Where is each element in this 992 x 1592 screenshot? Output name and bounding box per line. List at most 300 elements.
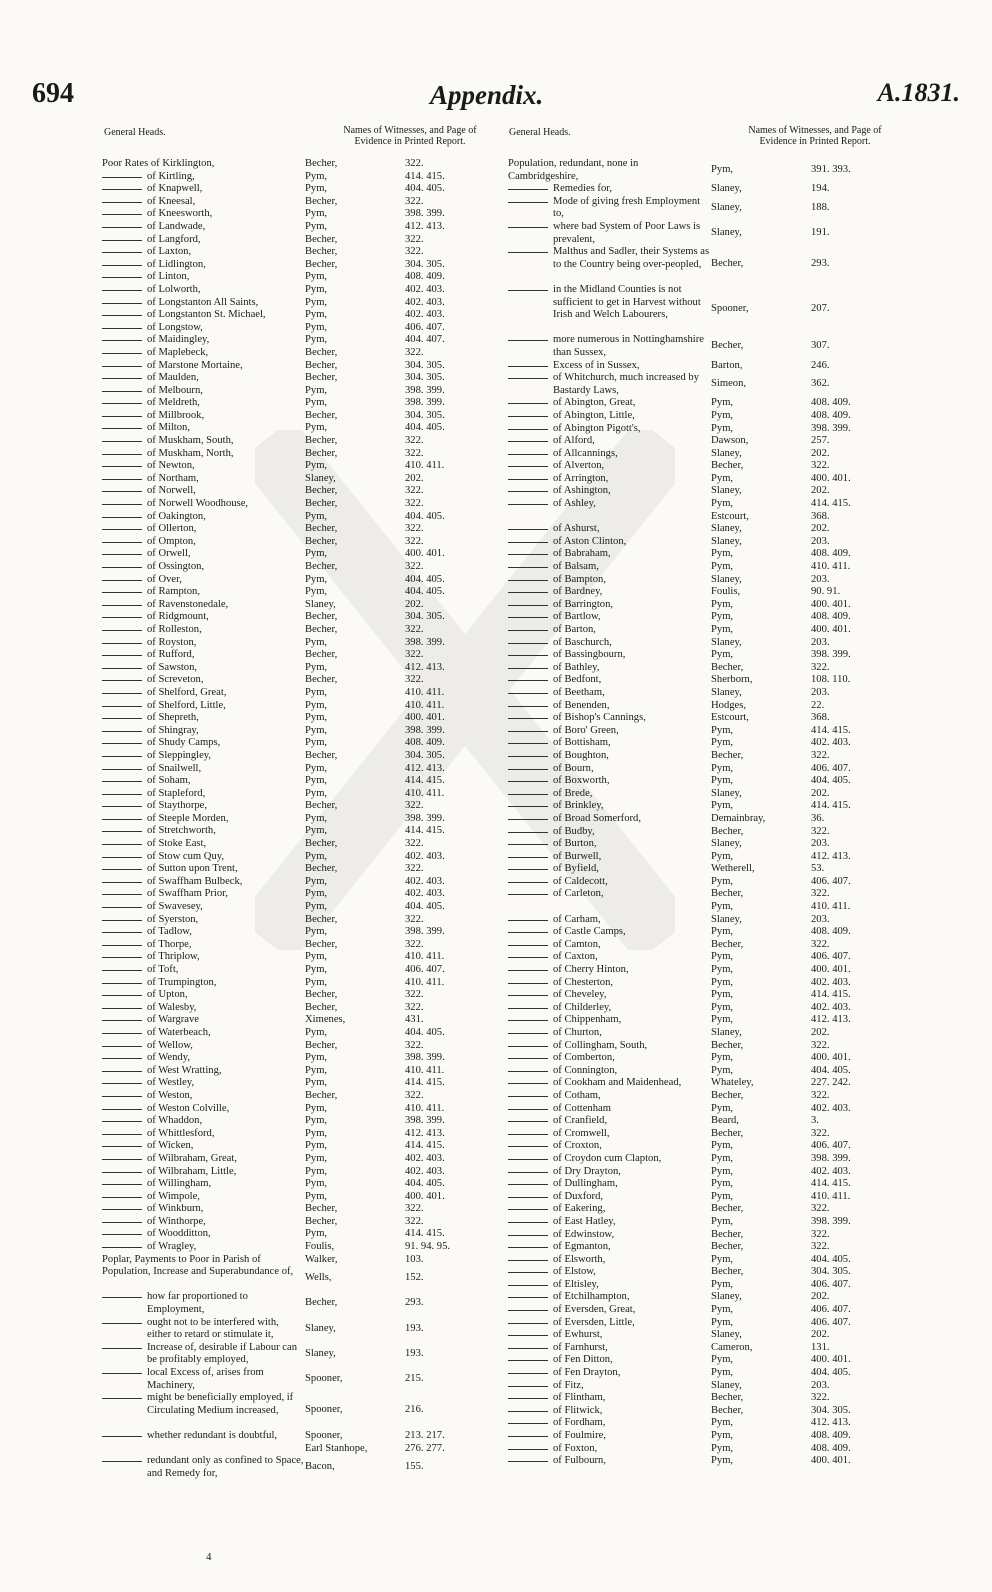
witness-name: Foulis, (711, 586, 741, 598)
index-entry (102, 687, 552, 700)
witness-name: Pym, (711, 762, 734, 774)
ditto-rule (102, 416, 142, 417)
page-reference: 322. (811, 661, 830, 673)
index-entry (508, 397, 958, 410)
witness-name: Pym, (711, 409, 734, 421)
page-reference: 322. (405, 158, 424, 169)
ditto-rule (508, 945, 548, 946)
witness-name: Pym, (305, 283, 328, 295)
index-entry (102, 737, 552, 750)
index-entry (508, 637, 958, 650)
page-reference: 402. 403. (811, 1001, 851, 1013)
witness-name: Pym, (711, 737, 734, 749)
entry-label: of Eakering, (553, 1203, 606, 1215)
page-reference: 400. 401. (405, 548, 445, 560)
ditto-rule (102, 290, 142, 291)
witness-name: Spooner, (711, 302, 749, 314)
entry-label: Increase of, desirable if Labour can be profitably employed, (147, 1341, 297, 1366)
index-entry (102, 196, 552, 209)
witness-name: Becher, (711, 1203, 744, 1215)
ditto-rule (102, 1083, 142, 1084)
index-entry (508, 360, 958, 373)
ditto-rule (508, 504, 548, 505)
witness-name: Pym, (305, 548, 328, 560)
entry-label: of Woodditton, (147, 1228, 211, 1240)
ditto-rule (102, 643, 142, 644)
ditto-rule (102, 240, 142, 241)
page-reference: 203. (811, 913, 830, 925)
page-reference: 410. 411. (405, 787, 445, 799)
entry-label: of Farnhurst, (553, 1341, 608, 1353)
witness-name: Sherborn, (711, 674, 753, 686)
witness-name: Becher, (305, 749, 338, 761)
witness-name: Becher, (305, 346, 338, 358)
witness-name: Pym, (711, 1165, 734, 1177)
entry-label: of Cranfield, (553, 1115, 608, 1127)
witness-name: Becher, (711, 1392, 744, 1404)
page-reference: 322. (405, 989, 424, 1001)
entry-label: of Bassingbourn, (553, 649, 626, 661)
index-entry (508, 1266, 958, 1279)
witness-name: Becher, Pym, (711, 888, 744, 913)
entry-label: of Ashley, (553, 498, 596, 510)
page-reference: 404. 405. (405, 510, 445, 522)
entry-label: of Collingham, South, (553, 1039, 648, 1051)
page-reference: 400. 401. (811, 598, 851, 610)
witness-name: Becher, (711, 938, 744, 950)
witness-name: Slaney, (711, 226, 742, 238)
witnesses-heads-label: Names of Witnesses, and Page of Evidence in Printed Report. (748, 125, 882, 147)
index-entry (102, 763, 552, 776)
ditto-rule (508, 290, 548, 291)
ditto-rule (102, 529, 142, 530)
page-reference: 304. 305. (405, 372, 445, 384)
witness-name: Pym, (711, 472, 734, 484)
page-reference: 398. 399. (811, 1152, 851, 1164)
ditto-rule (102, 769, 142, 770)
entry-label: of West Wratting, (147, 1064, 222, 1076)
ditto-rule (508, 1373, 548, 1374)
entry-label: of Millbrook, (147, 409, 205, 421)
entry-label: of Meldreth, (147, 397, 200, 409)
witness-name: Pym, (711, 1190, 734, 1202)
ditto-rule (102, 202, 142, 203)
index-entry (102, 485, 552, 498)
ditto-rule (102, 1109, 142, 1110)
ditto-rule (102, 806, 142, 807)
ditto-rule (102, 857, 142, 858)
page-reference: 404. 405. (405, 901, 445, 913)
ditto-rule (102, 756, 142, 757)
ditto-rule (102, 580, 142, 581)
entry-label: of Chesterton, (553, 976, 614, 988)
ditto-rule (102, 554, 142, 555)
entry-label: of Barrington, (553, 598, 614, 610)
ditto-rule (102, 995, 142, 996)
index-entry (508, 1178, 958, 1191)
ditto-rule (102, 1348, 142, 1349)
witness-name: Pym, (711, 724, 734, 736)
entry-label: more numerous in Nottinghamshire than Sussex, (553, 334, 704, 358)
page-reference: 406. 407. (811, 951, 851, 963)
index-entry (508, 1241, 958, 1254)
entry-label: of Caldecott, (553, 875, 608, 887)
ditto-rule (102, 391, 142, 392)
entry-label: of Kneesal, (147, 195, 196, 207)
ditto-rule (102, 1222, 142, 1223)
ditto-rule (102, 353, 142, 354)
index-entry (102, 977, 552, 990)
index-entry (102, 284, 552, 297)
page-reference: 257. (811, 435, 830, 447)
index-entry (102, 208, 552, 221)
entry-label: ought not to be interfered with, either to retard or stimulate it, (147, 1316, 279, 1341)
entry-label: of Burton, (553, 838, 597, 850)
page-reference: 398. 399. (811, 422, 851, 434)
ditto-rule (102, 680, 142, 681)
entry-label: of Caxton, (553, 951, 598, 963)
ditto-rule (102, 706, 142, 707)
ditto-rule (508, 630, 548, 631)
witness-name: Pym, (711, 1215, 734, 1227)
page-reference: 404. 405. (405, 586, 445, 598)
page-reference: 408. 409. (811, 611, 851, 623)
entry-label: of Dullingham, (553, 1178, 618, 1190)
witness-name: Becher, (305, 246, 338, 258)
page-reference: 414. 415. (405, 1228, 445, 1240)
index-entry (508, 914, 958, 927)
witness-name: Becher, (305, 1089, 338, 1101)
index-entry (508, 1342, 958, 1355)
ditto-rule (508, 1436, 548, 1437)
page-header (0, 78, 992, 118)
witness-name: Barton, (711, 359, 743, 371)
ditto-rule (102, 1172, 142, 1173)
ditto-rule (102, 1096, 142, 1097)
ditto-rule (508, 529, 548, 530)
ditto-rule (508, 1247, 548, 1248)
witness-name: Becher, (305, 1203, 338, 1215)
ditto-rule (102, 454, 142, 455)
witness-name: Slaney, (305, 1322, 336, 1334)
entry-label: of Cromwell, (553, 1127, 610, 1139)
entry-label: of Milton, (147, 422, 190, 434)
ditto-rule (102, 366, 142, 367)
witness-name: Whateley, (711, 1077, 754, 1089)
page-reference: 400. 401. (811, 624, 851, 635)
index-entry (102, 750, 552, 763)
page-reference: 402. 403. (405, 1152, 445, 1164)
index-entry (102, 1040, 552, 1053)
ditto-rule (102, 328, 142, 329)
page-reference: 408. 409. (811, 548, 851, 560)
entry-label: of Sutton upon Trent, (147, 863, 238, 875)
witness-name: Becher, (711, 749, 744, 761)
ditto-rule (102, 403, 142, 404)
witness-name: Becher, (305, 838, 338, 850)
witness-name: Becher, (305, 409, 338, 421)
index-entry (102, 1166, 552, 1179)
index-entry (102, 800, 552, 813)
ditto-rule (508, 1411, 548, 1412)
ditto-rule (102, 1008, 142, 1009)
index-entry (508, 712, 958, 725)
witness-name: Becher, (305, 523, 338, 535)
index-entry (102, 473, 552, 486)
witness-name: Pym, (305, 1228, 328, 1240)
witness-name: Pym, (305, 661, 328, 673)
witness-name: Pym, (305, 422, 328, 434)
ditto-rule (508, 554, 548, 555)
page-reference: 400. 401. (405, 712, 445, 724)
index-entry (508, 1040, 958, 1053)
witness-name: Pym, (305, 170, 328, 182)
page-reference: 410. 411. (405, 686, 445, 698)
entry-label: of Ridgmount, (147, 611, 209, 623)
index-entry (102, 1228, 552, 1241)
index-entry (508, 196, 958, 221)
page-reference: 322. (811, 1392, 830, 1404)
ditto-rule (508, 970, 548, 971)
entry-label: of Boro' Green, (553, 724, 619, 736)
witness-name: Becher, (305, 372, 338, 384)
witness-name: Pym, (305, 510, 328, 522)
witness-name: Slaney, (711, 485, 742, 497)
ditto-rule (102, 693, 142, 694)
ditto-rule (508, 1058, 548, 1059)
page-reference: 322. (811, 1203, 830, 1215)
page-reference: 90. 91. (811, 586, 841, 598)
ditto-rule (508, 542, 548, 543)
page-reference: 193. (405, 1322, 424, 1334)
page-reference: 398. 399. (405, 397, 445, 409)
witness-name: Pym, (305, 321, 328, 333)
witness-name: Pym, (711, 1052, 734, 1064)
page-reference: 406. 407. (405, 321, 445, 333)
index-entry (508, 1203, 958, 1216)
entry-label: of Shelford, Little, (147, 699, 226, 711)
witness-name: Pym, (305, 850, 328, 862)
index-entry (102, 158, 552, 171)
ditto-rule (102, 214, 142, 215)
index-entry (102, 1027, 552, 1040)
witness-name: Pym, (711, 1316, 734, 1328)
witness-name: Pym, (711, 1367, 734, 1379)
index-entry (102, 221, 552, 234)
page-reference: 404. 405. (405, 1178, 445, 1190)
witness-name: Becher, (305, 623, 338, 635)
index-entry (508, 410, 958, 423)
page-reference: 203. (811, 535, 830, 547)
entry-label: of Rolleston, (147, 623, 202, 635)
witness-name: Slaney, (305, 472, 336, 484)
witness-name: Foulis, (305, 1241, 335, 1253)
page-reference: 414. 415. (405, 775, 445, 787)
page-reference: 404. 405. (811, 1064, 851, 1076)
index-entry (102, 825, 552, 838)
witness-name: Slaney, (711, 573, 742, 585)
index-entry (102, 1065, 552, 1078)
index-entry (102, 548, 552, 561)
index-entry (102, 1090, 552, 1103)
ditto-rule (102, 1033, 142, 1034)
ditto-rule (508, 1209, 548, 1210)
entry-label: of Fitz, (553, 1379, 584, 1391)
page-reference: 322. (405, 649, 424, 661)
entry-label: of Cotham, (553, 1089, 601, 1101)
entry-label: of Fen Drayton, (553, 1367, 621, 1379)
entry-label: where bad System of Poor Laws is prevalent, (553, 220, 701, 245)
index-entry (102, 813, 552, 826)
entry-label: Population, Increase and Superabundance of, (102, 1266, 294, 1278)
witness-name: Slaney, (711, 183, 742, 195)
ditto-rule (102, 731, 142, 732)
witness-name: Pym, (305, 384, 328, 396)
witness-name: Slaney, (711, 535, 742, 547)
witness-name: Pym, (305, 309, 328, 321)
index-entry (102, 624, 552, 637)
ditto-rule (508, 1146, 548, 1147)
page-reference: 410. 411. (405, 951, 445, 963)
ditto-rule (102, 1134, 142, 1135)
entry-label: of Childerley, (553, 1001, 612, 1013)
entry-label: of Laxton, (147, 246, 192, 258)
index-entry (508, 775, 958, 788)
witness-name: Pym, (305, 1152, 328, 1164)
witnesses-heads-label: Names of Witnesses, and Page of Evidence in Printed Report. (343, 125, 477, 147)
index-entry (508, 1430, 958, 1443)
ditto-rule (102, 920, 142, 921)
witness-name: Pym, (305, 699, 328, 711)
ditto-rule (508, 605, 548, 606)
page-reference: 191. (811, 226, 830, 238)
page-reference: 431. (405, 1014, 424, 1026)
index-entry (508, 1002, 958, 1015)
ditto-rule (508, 1423, 548, 1424)
index-entry (508, 221, 958, 246)
ditto-rule (508, 957, 548, 958)
page-reference: 322. (811, 1228, 830, 1240)
page-reference: 410. 411. (811, 561, 851, 573)
page-reference: 402. 403. (405, 888, 445, 900)
right-index-column (508, 158, 958, 1468)
index-entry (508, 498, 958, 523)
witness-name: Becher, (305, 359, 338, 371)
index-entry (508, 460, 958, 473)
page-reference: 322. (811, 1039, 830, 1051)
page-reference: 410. 411. (405, 699, 445, 711)
page-reference: 322. (405, 800, 424, 812)
page-reference: 412. 413. (811, 1014, 851, 1026)
page-reference: 398. 399. (811, 649, 851, 661)
ditto-rule (508, 995, 548, 996)
entry-label: of Croydon cum Clapton, (553, 1152, 662, 1164)
index-entry (102, 901, 552, 914)
page-reference: 408. 409. (405, 737, 445, 749)
entry-label: of Walesby, (147, 1001, 197, 1013)
entry-label: of Kirtling, (147, 170, 195, 182)
entry-label: of Bartlow, (553, 611, 601, 623)
entry-label: of Bampton, (553, 573, 606, 585)
index-entry (508, 674, 958, 687)
witness-name: Pym, (305, 208, 328, 220)
entry-label: of Fulbourn, (553, 1455, 606, 1467)
page-reference: 207. (811, 302, 830, 314)
entry-label: of Comberton, (553, 1052, 615, 1064)
page-reference: 203. (811, 636, 830, 648)
entry-label: of Shelford, Great, (147, 686, 227, 698)
witness-name: Dawson, (711, 435, 749, 447)
page-reference: 246. (811, 359, 830, 371)
entry-label: of Ollerton, (147, 523, 197, 535)
page-reference: 322. (405, 623, 424, 635)
index-entry (508, 851, 958, 864)
index-entry (102, 259, 552, 272)
ditto-rule (508, 429, 548, 430)
page-reference: 322. (811, 460, 830, 472)
page-reference: 213. 217. 276. 277. (405, 1429, 445, 1454)
page-reference: 322. (405, 1039, 424, 1051)
witness-name: Slaney, (711, 523, 742, 535)
page-reference: 322. (405, 1089, 424, 1101)
page-reference: 398. 399. (405, 384, 445, 396)
index-entry (508, 687, 958, 700)
ditto-rule (102, 227, 142, 228)
index-entry (102, 637, 552, 650)
index-entry (102, 964, 552, 977)
ditto-rule (508, 189, 548, 190)
page-reference: 406. 407. (811, 1140, 851, 1152)
witness-name: Simeon, (711, 378, 747, 390)
index-entry (102, 863, 552, 876)
page-reference: 304. 305. (405, 749, 445, 761)
witness-name: Pym, (711, 611, 734, 623)
page-reference: 398. 399. (405, 208, 445, 220)
page-reference: 398. 399. (405, 636, 445, 648)
page-reference: 391. 393. (811, 164, 851, 175)
witness-name: Pym, (305, 586, 328, 598)
ditto-rule (508, 466, 548, 467)
witness-name: Pym, (711, 1417, 734, 1429)
page-reference: 402. 403. (405, 283, 445, 295)
witness-name: Becher, (305, 535, 338, 547)
index-entry (508, 1291, 958, 1304)
entry-label: of Knapwell, (147, 183, 203, 195)
index-entry (102, 1266, 552, 1291)
entry-label: of Ashington, (553, 485, 611, 497)
page-reference: 410. 411. (405, 1102, 445, 1114)
index-entry (102, 914, 552, 927)
ditto-rule (508, 781, 548, 782)
witness-name: Pym, (711, 1304, 734, 1316)
entry-label: of Thriplow, (147, 951, 200, 963)
index-entry (102, 511, 552, 524)
page-reference: 322. (405, 1215, 424, 1227)
page-reference: 304. 305. (405, 359, 445, 371)
index-entry (508, 624, 958, 637)
entry-label: of Stretchworth, (147, 825, 216, 837)
entry-label: of Bourn, (553, 762, 594, 774)
page-reference: 203. (811, 686, 830, 698)
witness-name: Pym, (711, 1253, 734, 1265)
witness-name: Pym, (711, 875, 734, 887)
ditto-rule (102, 1247, 142, 1248)
entry-label: of Aston Clinton, (553, 535, 627, 547)
witness-name: Becher, (305, 989, 338, 1001)
ditto-rule (508, 882, 548, 883)
index-entry (508, 750, 958, 763)
page-reference: 202. (405, 598, 424, 610)
